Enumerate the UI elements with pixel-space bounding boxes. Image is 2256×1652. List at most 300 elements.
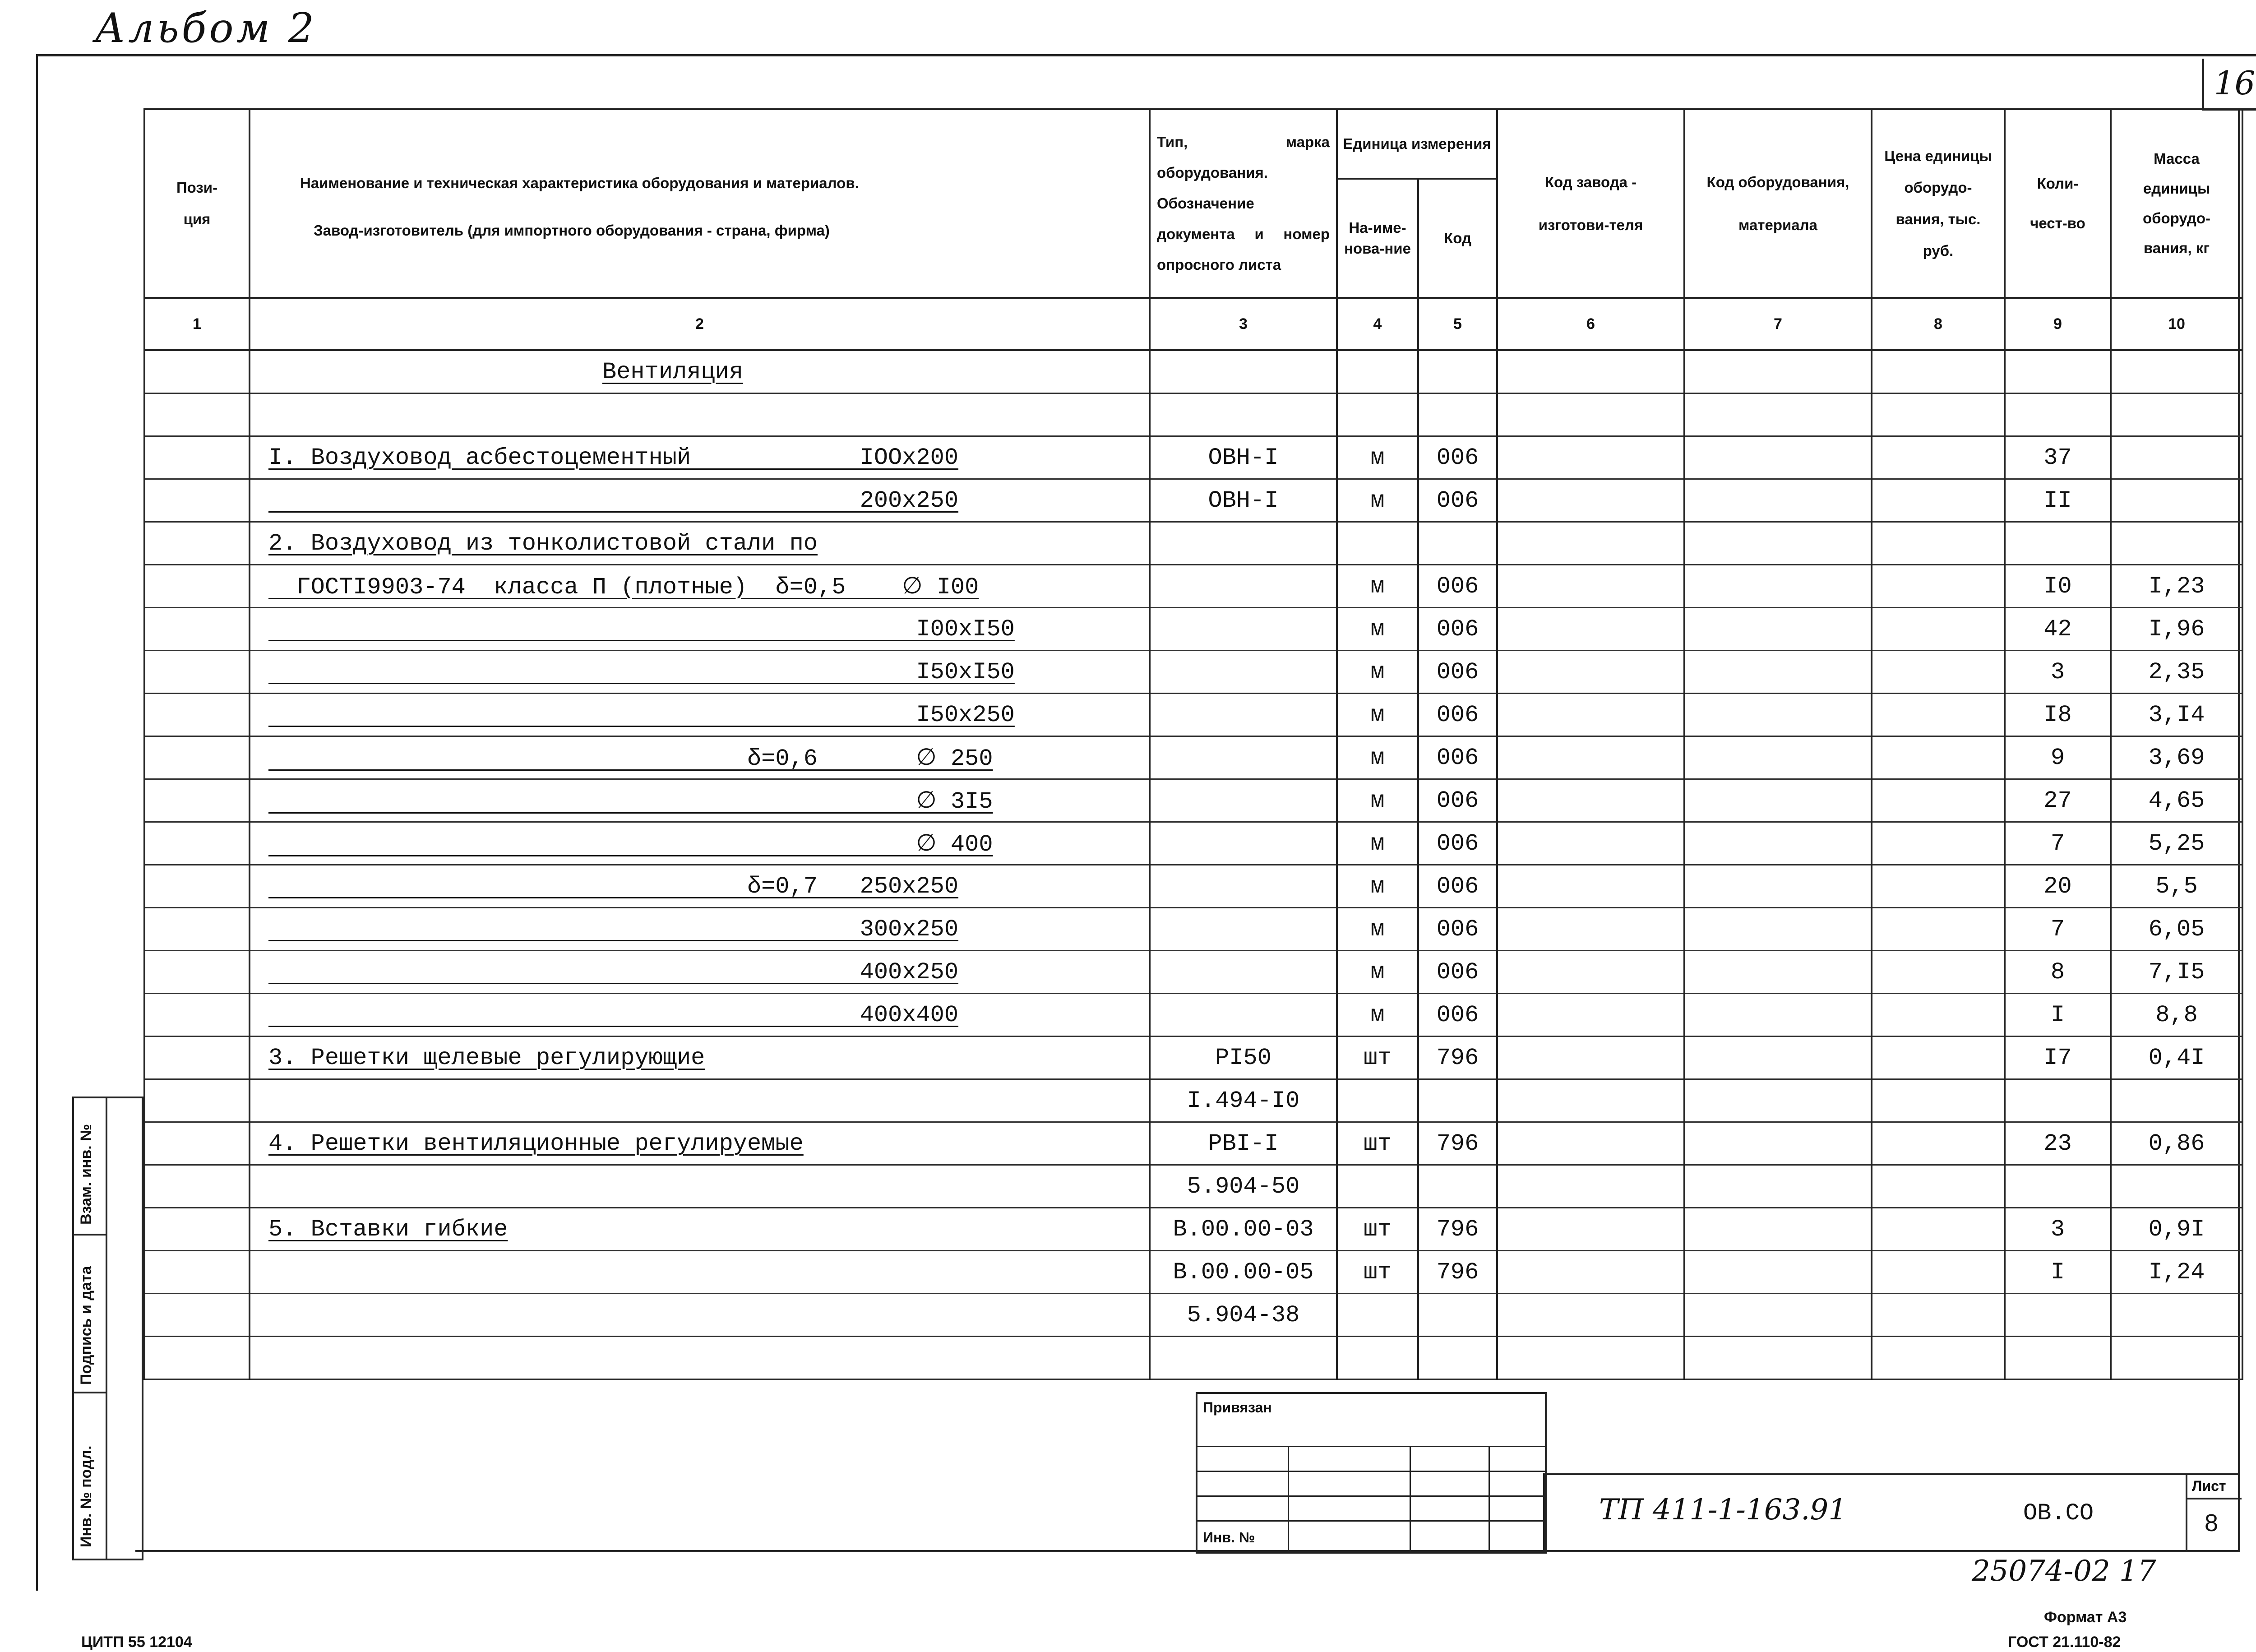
- cell-quantity: 37: [2005, 436, 2111, 479]
- list-box-divider: [2187, 1498, 2242, 1499]
- cell-price: [1872, 436, 2005, 479]
- cell-factory-code: [1497, 651, 1684, 694]
- cell-type: [1150, 565, 1337, 608]
- doc-code: ТП 411-1-163.91: [1599, 1493, 1847, 1527]
- cell-name: I00хI50: [250, 608, 1150, 651]
- table-row: [144, 1251, 2242, 1294]
- cell-unit: [1337, 522, 1418, 565]
- cell-position: [144, 822, 250, 865]
- cell-name: [250, 1079, 1150, 1122]
- colnum-5: 5: [1418, 298, 1497, 350]
- list-number: 8: [2205, 1509, 2219, 1536]
- table-row: [144, 865, 2242, 908]
- title-block: [1543, 1473, 2240, 1552]
- stamp-inv-no: Инв. №: [1203, 1529, 1255, 1546]
- cell-name: ГОСТI9903-74 класса П (плотные) δ=0,5 ∅ I00: [250, 565, 1150, 608]
- table-row: [144, 608, 2242, 651]
- cell-price: [1872, 1208, 2005, 1251]
- cell-quantity: [2005, 1294, 2111, 1337]
- table-row: [144, 951, 2242, 994]
- cell-unit-code: [1418, 522, 1497, 565]
- header-name: Наименование и техническая характеристика оборудования и материалов. Завод-изготовитель (для импортного оборудования - страна, фирма): [250, 109, 1150, 298]
- cell-factory-code: [1497, 608, 1684, 651]
- cell-unit-code: 006: [1418, 436, 1497, 479]
- cell-quantity: 3: [2005, 1208, 2111, 1251]
- cell-unit: м: [1337, 951, 1418, 994]
- cell-unit: м: [1337, 565, 1418, 608]
- cell-mass: 7,I5: [2111, 951, 2242, 994]
- cell-equipment-code: [1684, 479, 1872, 522]
- cell-position: [144, 736, 250, 779]
- cell-equipment-code: [1684, 994, 1872, 1037]
- cell-unit-code: 006: [1418, 908, 1497, 951]
- header-unit-name: На-име-нова-ние: [1337, 179, 1418, 298]
- cell-type: [1150, 779, 1337, 822]
- side-label-podpis: Подпись и дата: [78, 1266, 95, 1385]
- list-box: [2186, 1475, 2242, 1552]
- cell-unit: шт: [1337, 1208, 1418, 1251]
- section-title-row: [144, 350, 2242, 393]
- cell-factory-code: [1497, 736, 1684, 779]
- cell-type: РI50: [1150, 1037, 1337, 1079]
- cell-price: [1872, 951, 2005, 994]
- cell-unit-code: [1418, 393, 1497, 436]
- colnum-9: 9: [2005, 298, 2111, 350]
- cell-position: [144, 1122, 250, 1165]
- cell-price: [1872, 694, 2005, 736]
- cell-price: [1872, 608, 2005, 651]
- cell-factory-code: [1497, 822, 1684, 865]
- header-equipment-code: Код оборудования, материала: [1684, 109, 1872, 298]
- table-row: [144, 393, 2242, 436]
- cell-factory-code: [1497, 1251, 1684, 1294]
- cell-type: [1150, 393, 1337, 436]
- table-row: [144, 822, 2242, 865]
- cell-mass: 2,35: [2111, 651, 2242, 694]
- cell-position: [144, 436, 250, 479]
- cell-factory-code: [1497, 565, 1684, 608]
- cell-unit-code: 006: [1418, 694, 1497, 736]
- column-number-row: [144, 298, 2242, 350]
- cell-name: I50х250: [250, 694, 1150, 736]
- cell-mass: 8,8: [2111, 994, 2242, 1037]
- cell-factory-code: [1497, 479, 1684, 522]
- cell-type: [1150, 608, 1337, 651]
- specification-rows: [144, 393, 2242, 1379]
- cell-equipment-code: [1684, 1208, 1872, 1251]
- section-title: Вентиляция: [602, 358, 744, 385]
- format-label: Формат А3: [2044, 1609, 2127, 1626]
- cell-position: [144, 994, 250, 1037]
- cell-name: 400х400: [250, 994, 1150, 1037]
- cell-mass: 4,65: [2111, 779, 2242, 822]
- cell-quantity: [2005, 1165, 2111, 1208]
- cell-price: [1872, 1122, 2005, 1165]
- cell-type: ОВН-I: [1150, 479, 1337, 522]
- cell-name: 3. Решетки щелевые регулирующие: [250, 1037, 1150, 1079]
- cell-mass: [2111, 522, 2242, 565]
- cell-mass: I,96: [2111, 608, 2242, 651]
- doc-mark: ОВ.СО: [2023, 1500, 2094, 1527]
- cell-mass: 0,9I: [2111, 1208, 2242, 1251]
- colnum-4: 4: [1337, 298, 1418, 350]
- table-row: [144, 479, 2242, 522]
- header-row-1: [144, 109, 2242, 179]
- cell-equipment-code: [1684, 951, 1872, 994]
- cell-quantity: I0: [2005, 565, 2111, 608]
- cell-position: [144, 779, 250, 822]
- stamp-line-4: [1197, 1520, 1545, 1522]
- cell-position: [144, 694, 250, 736]
- cell-factory-code: [1497, 908, 1684, 951]
- colnum-8: 8: [1872, 298, 2005, 350]
- cell-unit-code: [1418, 1337, 1497, 1379]
- cell-equipment-code: [1684, 1122, 1872, 1165]
- cell-unit: м: [1337, 651, 1418, 694]
- table-row: [144, 1208, 2242, 1251]
- table-row: [144, 1337, 2242, 1379]
- cell-quantity: 3: [2005, 651, 2111, 694]
- table-row: [144, 694, 2242, 736]
- cell-position: [144, 522, 250, 565]
- cell-price: [1872, 565, 2005, 608]
- cell-price: [1872, 1337, 2005, 1379]
- cell-mass: 0,86: [2111, 1122, 2242, 1165]
- cell-factory-code: [1497, 1165, 1684, 1208]
- cell-mass: I,23: [2111, 565, 2242, 608]
- cell-unit-code: 796: [1418, 1037, 1497, 1079]
- cell-name: δ=0,6 ∅ 250: [250, 736, 1150, 779]
- cell-price: [1872, 779, 2005, 822]
- gost-label: ГОСТ 21.110-82: [2008, 1633, 2121, 1651]
- cell-equipment-code: [1684, 1079, 1872, 1122]
- cell-quantity: [2005, 1337, 2111, 1379]
- cell-quantity: 42: [2005, 608, 2111, 651]
- cell-position: [144, 1079, 250, 1122]
- cell-mass: [2111, 436, 2242, 479]
- cell-price: [1872, 994, 2005, 1037]
- cell-unit-code: [1418, 1294, 1497, 1337]
- cell-quantity: 7: [2005, 908, 2111, 951]
- cell-unit: [1337, 1079, 1418, 1122]
- header-type: Тип, марка оборудования. Обозначение документа и номер опросного листа: [1150, 109, 1337, 298]
- cell-unit-code: 796: [1418, 1208, 1497, 1251]
- colnum-6: 6: [1497, 298, 1684, 350]
- cell-position: [144, 1165, 250, 1208]
- cell-mass: I,24: [2111, 1251, 2242, 1294]
- cell-position: [144, 393, 250, 436]
- cell-quantity: I7: [2005, 1037, 2111, 1079]
- sheet-number-box: [2202, 59, 2256, 111]
- stamp-privyazan: Привязан: [1203, 1399, 1272, 1416]
- side-stamp-column: [72, 1097, 143, 1560]
- cell-position: [144, 1037, 250, 1079]
- specification-table: [143, 108, 2243, 1380]
- cell-name: [250, 393, 1150, 436]
- cell-price: [1872, 736, 2005, 779]
- header-quantity: Коли-чест-во: [2005, 109, 2111, 298]
- cell-name: 5. Вставки гибкие: [250, 1208, 1150, 1251]
- cell-position: [144, 479, 250, 522]
- cell-type: [1150, 994, 1337, 1037]
- table-row: [144, 994, 2242, 1037]
- cell-equipment-code: [1684, 651, 1872, 694]
- cell-mass: 5,5: [2111, 865, 2242, 908]
- side-label-inv: Инв. № подл.: [78, 1445, 95, 1547]
- cell-mass: [2111, 479, 2242, 522]
- table-row: [144, 522, 2242, 565]
- cell-name: ∅ 400: [250, 822, 1150, 865]
- cell-quantity: [2005, 1079, 2111, 1122]
- cell-unit-code: 006: [1418, 865, 1497, 908]
- cell-mass: [2111, 1294, 2242, 1337]
- table-row: [144, 1037, 2242, 1079]
- cell-unit-code: 006: [1418, 779, 1497, 822]
- cell-position: [144, 565, 250, 608]
- cell-unit: м: [1337, 908, 1418, 951]
- cell-position: [144, 908, 250, 951]
- cell-unit: м: [1337, 779, 1418, 822]
- cell-factory-code: [1497, 865, 1684, 908]
- cell-unit-code: 006: [1418, 736, 1497, 779]
- cell-type: [1150, 951, 1337, 994]
- cell-mass: 3,69: [2111, 736, 2242, 779]
- cell-type: [1150, 522, 1337, 565]
- table-row: [144, 1079, 2242, 1122]
- cell-unit-code: 006: [1418, 822, 1497, 865]
- cell-equipment-code: [1684, 1037, 1872, 1079]
- stamp-vline-1: [1288, 1446, 1289, 1552]
- cell-equipment-code: [1684, 1165, 1872, 1208]
- binding-stamp: [1196, 1392, 1547, 1554]
- cell-quantity: 27: [2005, 779, 2111, 822]
- cell-price: [1872, 1294, 2005, 1337]
- side-cell-podpis: [74, 1234, 106, 1393]
- cell-equipment-code: [1684, 1294, 1872, 1337]
- cell-unit: [1337, 393, 1418, 436]
- cell-price: [1872, 1251, 2005, 1294]
- cell-position: [144, 951, 250, 994]
- cell-quantity: [2005, 522, 2111, 565]
- cell-type: [1150, 822, 1337, 865]
- cell-equipment-code: [1684, 822, 1872, 865]
- side-cell-vzam: [74, 1098, 106, 1236]
- cell-price: [1872, 822, 2005, 865]
- cell-type: РВI-I: [1150, 1122, 1337, 1165]
- cell-unit-code: 796: [1418, 1122, 1497, 1165]
- list-label: Лист: [2192, 1478, 2226, 1494]
- header-factory-code: Код завода - изготови-теля: [1497, 109, 1684, 298]
- table-row: [144, 779, 2242, 822]
- cell-quantity: 7: [2005, 822, 2111, 865]
- table-row: [144, 1165, 2242, 1208]
- cell-factory-code: [1497, 522, 1684, 565]
- cell-factory-code: [1497, 1079, 1684, 1122]
- cell-mass: 6,05: [2111, 908, 2242, 951]
- cell-name: [250, 1251, 1150, 1294]
- cell-unit: м: [1337, 822, 1418, 865]
- cell-name: 200х250: [250, 479, 1150, 522]
- cell-equipment-code: [1684, 908, 1872, 951]
- colnum-1: 1: [144, 298, 250, 350]
- cell-mass: 0,4I: [2111, 1037, 2242, 1079]
- frame-bottom-line: [135, 1550, 2238, 1552]
- cell-quantity: 9: [2005, 736, 2111, 779]
- cell-mass: [2111, 1079, 2242, 1122]
- cell-type: ОВН-I: [1150, 436, 1337, 479]
- cell-name: 400х250: [250, 951, 1150, 994]
- album-mark: Альбом 2: [95, 5, 317, 52]
- cell-quantity: I8: [2005, 694, 2111, 736]
- cell-factory-code: [1497, 1337, 1684, 1379]
- header-position: Пози- ция: [144, 109, 250, 298]
- cell-factory-code: [1497, 994, 1684, 1037]
- header-unit-code: Код: [1418, 179, 1497, 298]
- cell-unit-code: 006: [1418, 651, 1497, 694]
- cell-unit: м: [1337, 694, 1418, 736]
- cell-price: [1872, 393, 2005, 436]
- cell-mass: 5,25: [2111, 822, 2242, 865]
- cell-unit: шт: [1337, 1251, 1418, 1294]
- org-label: ЦИТП 55 12104: [81, 1633, 192, 1651]
- cell-equipment-code: [1684, 565, 1872, 608]
- cell-unit-code: 796: [1418, 1251, 1497, 1294]
- stamp-line-3: [1197, 1495, 1545, 1497]
- cell-unit-code: 006: [1418, 565, 1497, 608]
- cell-quantity: 20: [2005, 865, 2111, 908]
- cell-price: [1872, 522, 2005, 565]
- cell-factory-code: [1497, 1122, 1684, 1165]
- cell-equipment-code: [1684, 1337, 1872, 1379]
- cell-name: 2. Воздуховод из тонколистовой стали по: [250, 522, 1150, 565]
- cell-quantity: I: [2005, 1251, 2111, 1294]
- cell-quantity: 8: [2005, 951, 2111, 994]
- cell-factory-code: [1497, 1294, 1684, 1337]
- cell-price: [1872, 1079, 2005, 1122]
- cell-name: [250, 1337, 1150, 1379]
- cell-unit: м: [1337, 436, 1418, 479]
- cell-equipment-code: [1684, 694, 1872, 736]
- colnum-2: 2: [250, 298, 1150, 350]
- cell-type: [1150, 651, 1337, 694]
- cell-unit: м: [1337, 865, 1418, 908]
- cell-factory-code: [1497, 779, 1684, 822]
- cell-type: В.00.00-03: [1150, 1208, 1337, 1251]
- table-row: [144, 908, 2242, 951]
- cell-equipment-code: [1684, 393, 1872, 436]
- table-row: [144, 565, 2242, 608]
- cell-type: [1150, 694, 1337, 736]
- cell-name: I. Воздуховод асбестоцементный IООх200: [250, 436, 1150, 479]
- cell-position: [144, 608, 250, 651]
- cell-type: [1150, 908, 1337, 951]
- stamp-line-1: [1197, 1446, 1545, 1447]
- cell-price: [1872, 479, 2005, 522]
- cell-unit-code: 006: [1418, 608, 1497, 651]
- stamp-vline-3: [1489, 1446, 1490, 1552]
- cell-quantity: 23: [2005, 1122, 2111, 1165]
- cell-unit: м: [1337, 608, 1418, 651]
- cell-quantity: II: [2005, 479, 2111, 522]
- cell-type: I.494-I0: [1150, 1079, 1337, 1122]
- cell-name: δ=0,7 250х250: [250, 865, 1150, 908]
- sheet-number: 16: [2214, 64, 2256, 102]
- stamp-line-2: [1197, 1471, 1545, 1472]
- cell-unit-code: [1418, 1165, 1497, 1208]
- cell-position: [144, 865, 250, 908]
- cell-equipment-code: [1684, 436, 1872, 479]
- cell-mass: [2111, 1165, 2242, 1208]
- cell-name: [250, 1294, 1150, 1337]
- cell-unit: м: [1337, 994, 1418, 1037]
- cell-name: 300х250: [250, 908, 1150, 951]
- table-row: [144, 651, 2242, 694]
- cell-position: [144, 1337, 250, 1379]
- cell-price: [1872, 651, 2005, 694]
- cell-type: В.00.00-05: [1150, 1251, 1337, 1294]
- cell-factory-code: [1497, 393, 1684, 436]
- header-price: Цена единицы оборудо-вания, тыс. руб.: [1872, 109, 2005, 298]
- cell-price: [1872, 1037, 2005, 1079]
- cell-factory-code: [1497, 436, 1684, 479]
- cell-unit: м: [1337, 736, 1418, 779]
- cell-type: [1150, 1337, 1337, 1379]
- cell-type: 5.904-50: [1150, 1165, 1337, 1208]
- cell-price: [1872, 865, 2005, 908]
- cell-quantity: I: [2005, 994, 2111, 1037]
- cell-equipment-code: [1684, 736, 1872, 779]
- colnum-10: 10: [2111, 298, 2242, 350]
- cell-mass: 3,I4: [2111, 694, 2242, 736]
- header-unit-group: Единица измерения: [1337, 109, 1497, 179]
- cell-equipment-code: [1684, 865, 1872, 908]
- header-mass: Масса единицы оборудо-вания, кг: [2111, 109, 2242, 298]
- cell-mass: [2111, 1337, 2242, 1379]
- table-row: [144, 1294, 2242, 1337]
- cell-unit: [1337, 1165, 1418, 1208]
- cell-name: I50хI50: [250, 651, 1150, 694]
- cell-unit: м: [1337, 479, 1418, 522]
- archive-number: 25074-02 17: [1972, 1555, 2156, 1588]
- cell-equipment-code: [1684, 779, 1872, 822]
- cell-position: [144, 651, 250, 694]
- cell-unit-code: 006: [1418, 479, 1497, 522]
- stamp-vline-2: [1410, 1446, 1411, 1552]
- colnum-3: 3: [1150, 298, 1337, 350]
- cell-price: [1872, 908, 2005, 951]
- cell-factory-code: [1497, 1037, 1684, 1079]
- table-row: [144, 436, 2242, 479]
- cell-unit: [1337, 1294, 1418, 1337]
- cell-unit-code: 006: [1418, 994, 1497, 1037]
- cell-name: ∅ 3I5: [250, 779, 1150, 822]
- cell-position: [144, 1251, 250, 1294]
- cell-equipment-code: [1684, 522, 1872, 565]
- cell-mass: [2111, 393, 2242, 436]
- cell-price: [1872, 1165, 2005, 1208]
- cell-quantity: [2005, 393, 2111, 436]
- side-label-vzam: Взам. инв. №: [78, 1124, 95, 1225]
- table-row: [144, 736, 2242, 779]
- cell-type: 5.904-38: [1150, 1294, 1337, 1337]
- cell-position: [144, 1294, 250, 1337]
- cell-unit-code: [1418, 1079, 1497, 1122]
- cell-name: 4. Решетки вентиляционные регулируемые: [250, 1122, 1150, 1165]
- cell-equipment-code: [1684, 608, 1872, 651]
- cell-unit: шт: [1337, 1122, 1418, 1165]
- cell-factory-code: [1497, 694, 1684, 736]
- cell-factory-code: [1497, 951, 1684, 994]
